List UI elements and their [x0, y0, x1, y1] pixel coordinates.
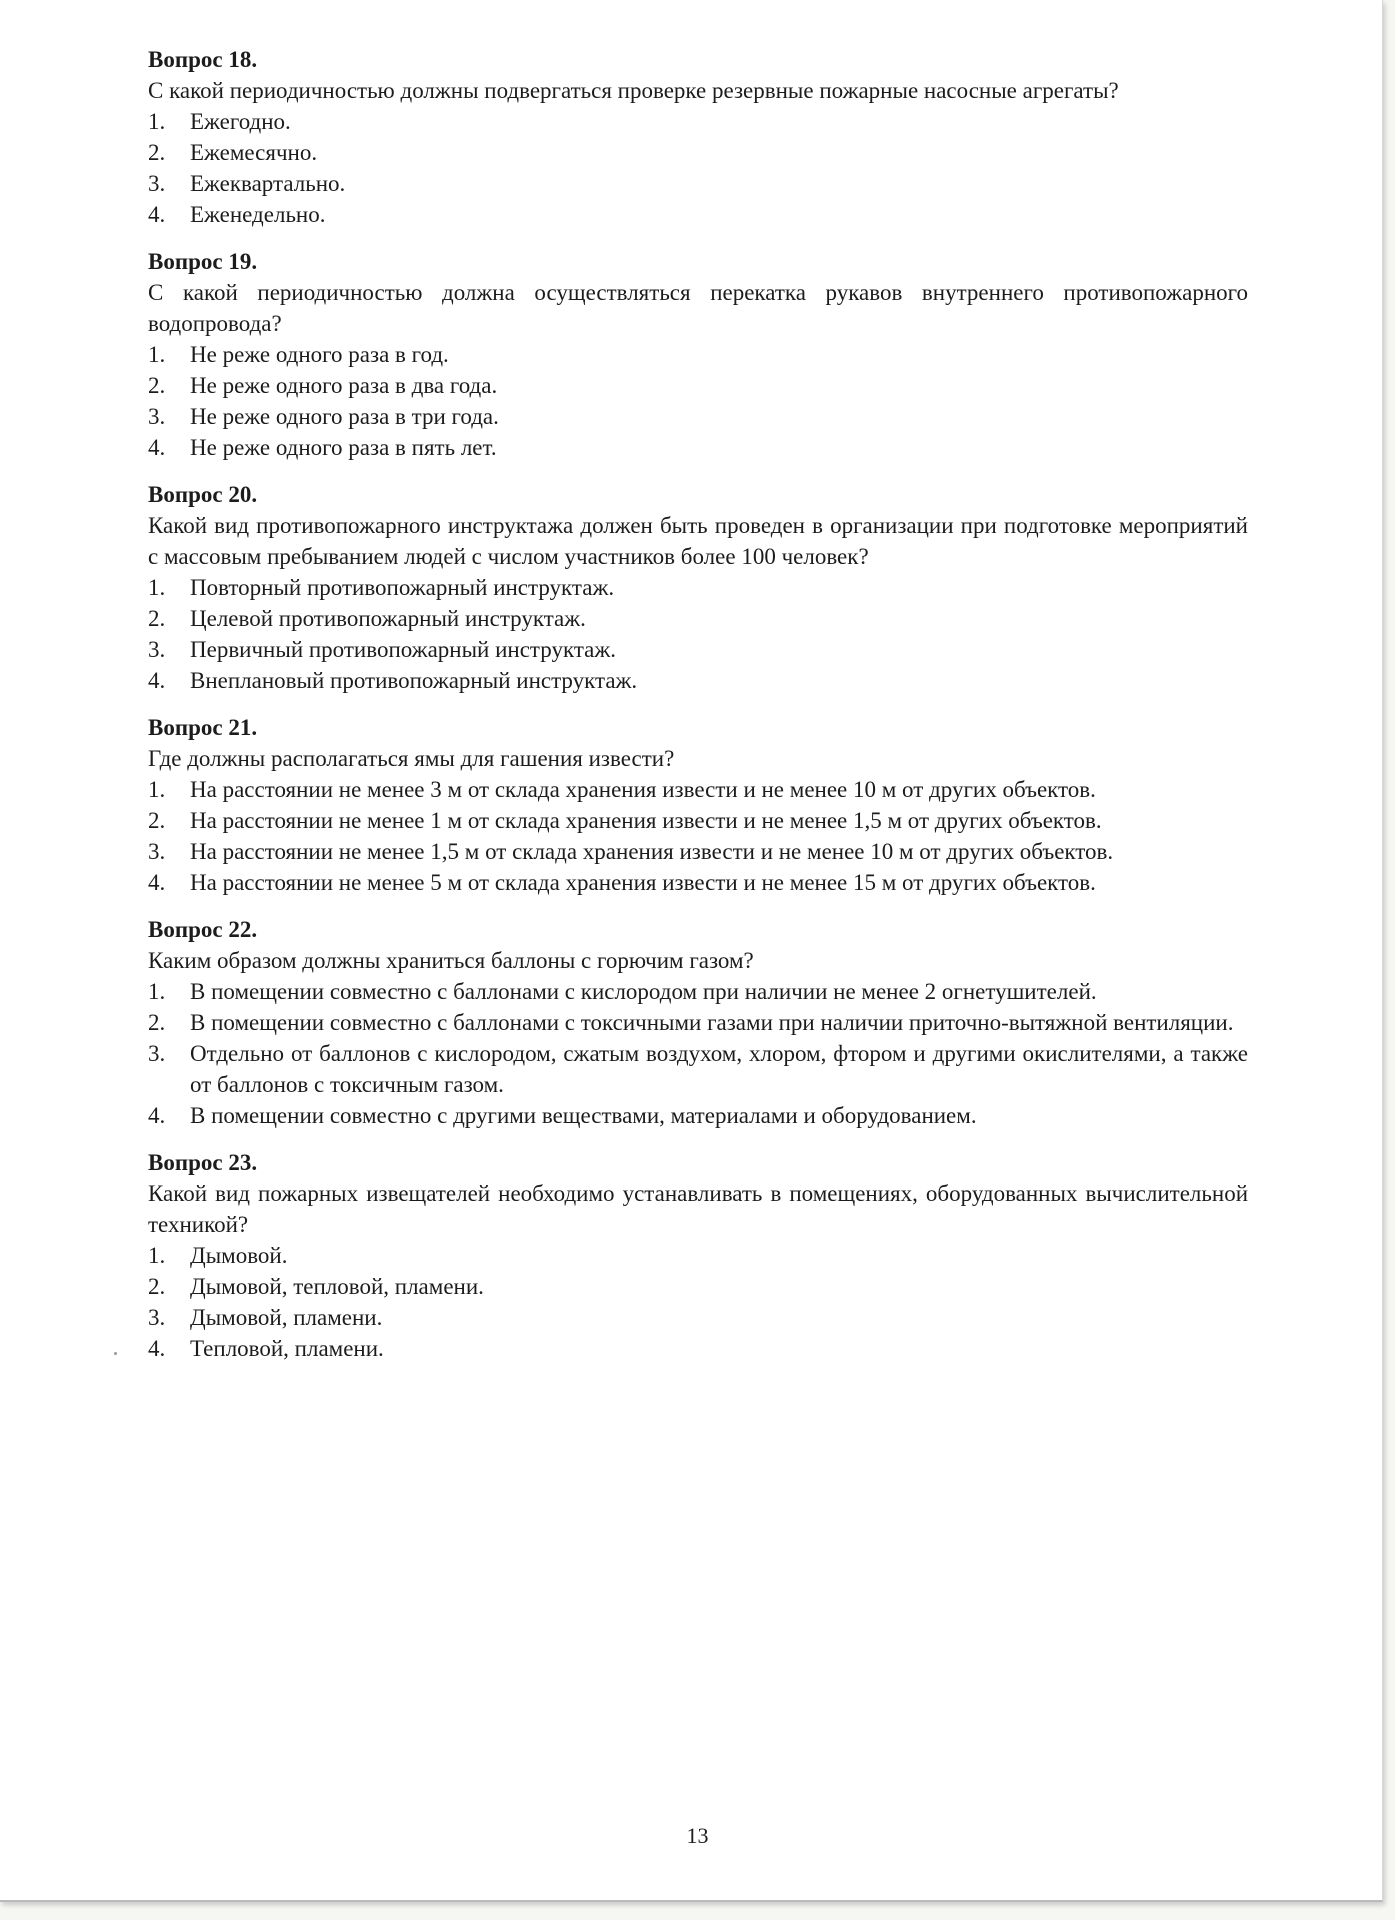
answer-option [148, 339, 1248, 370]
question-text: Какой вид противопожарного инструктажа должен быть проведен в организации при подготовке мероприятий с массовым пребыванием людей с числом участников более 100 человек? [148, 513, 1248, 569]
scan-speck [114, 1352, 117, 1355]
answer-text: На расстоянии не менее 1 м от склада хранения извести и не менее 1,5 м от других объектов. [190, 808, 1102, 833]
answer-text: Дымовой, тепловой, пламени. [190, 1274, 484, 1299]
answer-number: 1. [148, 342, 166, 367]
answer-text: Первичный противопожарный инструктаж. [190, 637, 617, 662]
answer-number: 4. [148, 435, 166, 460]
answer-option [148, 1007, 1248, 1038]
answer-number: 2. [148, 1010, 166, 1035]
answer-number: 2. [148, 1274, 166, 1299]
answer-list [148, 572, 1248, 696]
answer-option [148, 603, 1248, 634]
answer-text: На расстоянии не менее 3 м от склада хранения извести и не менее 10 м от других объектов. [190, 777, 1096, 802]
answer-number: 3. [148, 404, 166, 429]
answer-number: 3. [148, 1305, 166, 1330]
answer-number: 3. [148, 171, 166, 196]
answer-list [148, 976, 1248, 1131]
answer-option [148, 1302, 1248, 1333]
answer-option [148, 634, 1248, 665]
answer-text: На расстоянии не менее 1,5 м от склада хранения извести и не менее 10 м от других объектов. [190, 839, 1114, 864]
question-title: Вопрос 21. [148, 715, 258, 740]
answer-text: На расстоянии не менее 5 м от склада хранения извести и не менее 15 м от других объектов. [190, 870, 1096, 895]
question-block [148, 914, 1248, 1131]
page-number: 13 [686, 1823, 709, 1848]
answer-number: 4. [148, 870, 166, 895]
answer-option [148, 976, 1248, 1007]
answer-text: Не реже одного раза в два года. [190, 373, 498, 398]
answer-list [148, 774, 1248, 898]
answer-option [148, 1271, 1248, 1302]
answer-text: Не реже одного раза в год. [190, 342, 449, 367]
answer-number: 4. [148, 668, 166, 693]
answer-option [148, 199, 1248, 230]
question-block [148, 44, 1248, 230]
answer-number: 2. [148, 373, 166, 398]
answer-option [148, 168, 1248, 199]
answer-text: В помещении совместно с баллонами с кислородом при наличии не менее 2 огнетушителей. [190, 979, 1097, 1004]
answer-list [148, 106, 1248, 230]
answer-option [148, 867, 1248, 898]
answer-text: Ежегодно. [190, 109, 291, 134]
answer-text: Дымовой, пламени. [190, 1305, 383, 1330]
question-text: С какой периодичностью должна осуществляться перекатка рукавов внутреннего противопожарного водопровода? [148, 280, 1248, 336]
question-text: С какой периодичностью должны подвергаться проверке резервные пожарные насосные агрегаты? [148, 78, 1119, 103]
answer-option [148, 1333, 1248, 1364]
answer-number: 2. [148, 606, 166, 631]
answer-option [148, 370, 1248, 401]
answer-number: 2. [148, 140, 166, 165]
answer-option [148, 137, 1248, 168]
answer-text: В помещении совместно с другими веществами, материалами и оборудованием. [190, 1103, 977, 1128]
question-title: Вопрос 23. [148, 1150, 258, 1175]
page-content [148, 44, 1248, 1380]
answer-option [148, 572, 1248, 603]
answer-number: 4. [148, 1103, 166, 1128]
answer-number: 1. [148, 575, 166, 600]
answer-number: 1. [148, 1243, 166, 1268]
answer-text: В помещении совместно с баллонами с токсичными газами при наличии приточно-вытяжной вентиляции. [190, 1010, 1234, 1035]
answer-text: Не реже одного раза в три года. [190, 404, 499, 429]
answer-list [148, 1240, 1248, 1364]
question-title: Вопрос 18. [148, 47, 258, 72]
question-text: Какой вид пожарных извещателей необходимо устанавливать в помещениях, оборудованных вычислительной техникой? [148, 1181, 1248, 1237]
question-title: Вопрос 19. [148, 249, 258, 274]
answer-option [148, 401, 1248, 432]
answer-option [148, 805, 1248, 836]
answer-option [148, 1240, 1248, 1271]
answer-number: 4. [148, 202, 166, 227]
question-block [148, 1147, 1248, 1364]
answer-number: 3. [148, 839, 166, 864]
answer-text: Повторный противопожарный инструктаж. [190, 575, 615, 600]
answer-text: Дымовой. [190, 1243, 288, 1268]
answer-text: Тепловой, пламени. [190, 1336, 384, 1361]
answer-number: 1. [148, 109, 166, 134]
answer-number: 2. [148, 808, 166, 833]
answer-text: Отдельно от баллонов с кислородом, сжатым воздухом, хлором, фтором и другими окислителями, а также от баллонов с токсичным газом. [190, 1041, 1248, 1097]
answer-option [148, 106, 1248, 137]
answer-option [148, 665, 1248, 696]
answer-text: Ежеквартально. [190, 171, 346, 196]
answer-number: 4. [148, 1336, 166, 1361]
answer-option [148, 432, 1248, 463]
question-title: Вопрос 22. [148, 917, 258, 942]
answer-option [148, 1038, 1248, 1100]
question-text: Где должны располагаться ямы для гашения извести? [148, 746, 675, 771]
answer-text: Еженедельно. [190, 202, 326, 227]
answer-text: Ежемесячно. [190, 140, 318, 165]
answer-text: Внеплановый противопожарный инструктаж. [190, 668, 638, 693]
answer-number: 3. [148, 637, 166, 662]
question-text: Каким образом должны храниться баллоны с горючим газом? [148, 948, 754, 973]
question-block [148, 712, 1248, 898]
answer-number: 3. [148, 1041, 166, 1066]
answer-number: 1. [148, 777, 166, 802]
answer-list [148, 339, 1248, 463]
question-block [148, 246, 1248, 463]
question-block [148, 479, 1248, 696]
answer-option [148, 836, 1248, 867]
answer-text: Не реже одного раза в пять лет. [190, 435, 497, 460]
answer-text: Целевой противопожарный инструктаж. [190, 606, 586, 631]
question-title: Вопрос 20. [148, 482, 258, 507]
answer-option [148, 774, 1248, 805]
answer-option [148, 1100, 1248, 1131]
answer-number: 1. [148, 979, 166, 1004]
